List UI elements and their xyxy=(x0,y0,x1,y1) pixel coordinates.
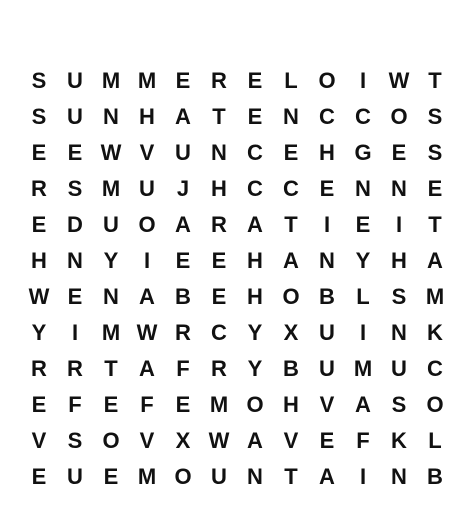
grid-cell[interactable]: U xyxy=(391,356,407,381)
grid-cell[interactable]: N xyxy=(355,176,371,201)
grid-cell[interactable]: T xyxy=(428,68,442,93)
grid-cell[interactable]: K xyxy=(391,428,407,453)
grid-cell[interactable]: I xyxy=(359,320,367,345)
grid-cell[interactable]: R xyxy=(67,356,83,381)
grid-cell[interactable]: I xyxy=(71,320,79,345)
grid-cell[interactable]: S xyxy=(391,284,407,309)
grid-cell[interactable]: B xyxy=(319,284,335,309)
grid-cell[interactable]: E xyxy=(175,248,191,273)
grid-cell[interactable]: A xyxy=(283,248,299,273)
grid-cell[interactable]: Y xyxy=(247,356,263,381)
grid-cell[interactable]: U xyxy=(319,320,335,345)
grid-cell[interactable]: W xyxy=(28,284,50,309)
grid-cell[interactable]: R xyxy=(31,176,47,201)
grid-cell[interactable]: E xyxy=(319,176,335,201)
grid-cell[interactable]: S xyxy=(31,68,47,93)
grid-cell[interactable]: E xyxy=(247,68,263,93)
grid-cell[interactable]: Y xyxy=(355,248,371,273)
grid-cell[interactable]: C xyxy=(283,176,299,201)
grid-cell[interactable]: E xyxy=(391,140,407,165)
grid-cell[interactable]: A xyxy=(139,284,155,309)
grid-cell[interactable]: C xyxy=(211,320,227,345)
grid-cell[interactable]: H xyxy=(247,284,263,309)
grid-cell[interactable]: H xyxy=(283,392,299,417)
grid-cell[interactable]: A xyxy=(139,356,155,381)
grid-cell[interactable]: E xyxy=(427,176,443,201)
grid-cell[interactable]: V xyxy=(139,140,155,165)
grid-cell[interactable]: Y xyxy=(247,320,263,345)
grid-cell[interactable]: X xyxy=(283,320,299,345)
grid-cell[interactable]: E xyxy=(211,248,227,273)
grid-cell[interactable]: F xyxy=(140,392,154,417)
grid-cell[interactable]: H xyxy=(391,248,407,273)
grid-cell[interactable]: S xyxy=(67,176,83,201)
grid-cell[interactable]: C xyxy=(247,140,263,165)
grid-cell[interactable]: N xyxy=(319,248,335,273)
grid-cell[interactable]: U xyxy=(319,356,335,381)
grid-cell[interactable]: O xyxy=(138,212,156,237)
grid-cell[interactable]: I xyxy=(395,212,403,237)
grid-cell[interactable]: A xyxy=(247,212,263,237)
grid-cell[interactable]: E xyxy=(31,212,47,237)
grid-cell[interactable]: R xyxy=(211,68,227,93)
grid-cell[interactable]: H xyxy=(31,248,47,273)
grid-cell[interactable]: A xyxy=(355,392,371,417)
grid-cell[interactable]: D xyxy=(67,212,83,237)
grid-cell[interactable]: H xyxy=(211,176,227,201)
grid-cell[interactable]: U xyxy=(67,68,83,93)
grid-cell[interactable]: O xyxy=(426,392,444,417)
grid-cell[interactable]: A xyxy=(427,248,443,273)
grid-cell[interactable]: M xyxy=(353,356,373,381)
grid-cell[interactable]: O xyxy=(282,284,300,309)
grid-cell[interactable]: F xyxy=(356,428,370,453)
grid-cell[interactable]: N xyxy=(391,320,407,345)
grid-cell[interactable]: L xyxy=(428,428,442,453)
word-search-grid xyxy=(21,63,453,495)
grid-cell[interactable]: C xyxy=(247,176,263,201)
grid-cell[interactable]: M xyxy=(101,320,121,345)
grid-cell[interactable]: E xyxy=(355,212,371,237)
grid-cell[interactable]: N xyxy=(391,464,407,489)
grid-cell[interactable]: O xyxy=(102,428,120,453)
grid-cell[interactable]: E xyxy=(283,140,299,165)
grid-cell[interactable]: F xyxy=(68,392,82,417)
grid-cell[interactable]: E xyxy=(31,392,47,417)
grid-cell[interactable]: G xyxy=(354,140,372,165)
grid-cell[interactable]: B xyxy=(175,284,191,309)
grid-cell[interactable]: N xyxy=(211,140,227,165)
grid-cell[interactable]: E xyxy=(67,284,83,309)
grid-cell[interactable]: V xyxy=(31,428,47,453)
grid-cell[interactable]: W xyxy=(136,320,158,345)
grid-cell[interactable]: S xyxy=(391,392,407,417)
grid-cell[interactable]: E xyxy=(175,392,191,417)
grid-cell[interactable]: W xyxy=(388,68,410,93)
grid-cell[interactable]: N xyxy=(283,104,299,129)
grid-cell[interactable]: E xyxy=(103,464,119,489)
grid-cell[interactable]: E xyxy=(31,140,47,165)
grid-cell[interactable]: W xyxy=(100,140,122,165)
grid-cell[interactable]: I xyxy=(143,248,151,273)
grid-cell[interactable]: U xyxy=(67,104,83,129)
grid-cell[interactable]: N xyxy=(247,464,263,489)
grid-cell[interactable]: M xyxy=(137,464,157,489)
grid-cell[interactable]: N xyxy=(391,176,407,201)
grid-cell[interactable]: F xyxy=(176,356,190,381)
grid-cell[interactable]: R xyxy=(211,356,227,381)
grid-cell[interactable]: O xyxy=(174,464,192,489)
grid-cell[interactable]: A xyxy=(175,212,191,237)
grid-cell[interactable]: N xyxy=(103,284,119,309)
grid-cell[interactable]: S xyxy=(427,140,443,165)
grid-cell[interactable]: U xyxy=(103,212,119,237)
grid-cell[interactable]: O xyxy=(246,392,264,417)
grid-cell[interactable]: S xyxy=(427,104,443,129)
grid-cell[interactable]: M xyxy=(425,284,445,309)
grid-cell[interactable]: V xyxy=(283,428,299,453)
grid-cell[interactable]: T xyxy=(212,104,226,129)
grid-cell[interactable]: E xyxy=(319,428,335,453)
grid-cell[interactable]: A xyxy=(247,428,263,453)
grid-cell[interactable]: Y xyxy=(103,248,119,273)
grid-cell[interactable]: T xyxy=(104,356,118,381)
grid-cell[interactable]: I xyxy=(359,464,367,489)
grid-cell[interactable]: M xyxy=(101,68,121,93)
grid-cell[interactable]: J xyxy=(176,176,190,201)
grid-cell[interactable]: T xyxy=(284,212,298,237)
grid-cell[interactable]: H xyxy=(247,248,263,273)
grid-cell[interactable]: O xyxy=(390,104,408,129)
grid-cell[interactable]: T xyxy=(428,212,442,237)
grid-cell[interactable]: X xyxy=(175,428,191,453)
grid-cell[interactable]: E xyxy=(211,284,227,309)
grid-cell[interactable]: W xyxy=(208,428,230,453)
grid-cell[interactable]: T xyxy=(284,464,298,489)
grid-cell[interactable]: E xyxy=(247,104,263,129)
grid-cell[interactable]: R xyxy=(175,320,191,345)
grid-cell[interactable]: Y xyxy=(31,320,47,345)
grid-cell[interactable]: S xyxy=(67,428,83,453)
grid-cell[interactable]: M xyxy=(209,392,229,417)
grid-cell[interactable]: N xyxy=(67,248,83,273)
grid-cell[interactable]: U xyxy=(211,464,227,489)
grid-cell[interactable]: K xyxy=(427,320,443,345)
grid-cell[interactable]: U xyxy=(139,176,155,201)
grid-cell[interactable]: R xyxy=(211,212,227,237)
grid-cell[interactable]: H xyxy=(319,140,335,165)
grid-cell[interactable]: M xyxy=(137,68,157,93)
grid-cell[interactable]: E xyxy=(67,140,83,165)
grid-cell[interactable]: V xyxy=(139,428,155,453)
grid-cell[interactable]: A xyxy=(319,464,335,489)
grid-cell[interactable]: V xyxy=(319,392,335,417)
grid-cell[interactable]: E xyxy=(31,464,47,489)
grid-cell[interactable]: L xyxy=(356,284,370,309)
grid-cell[interactable]: E xyxy=(175,68,191,93)
grid-cell[interactable]: E xyxy=(103,392,119,417)
grid-cell[interactable]: C xyxy=(355,104,371,129)
grid-cell[interactable]: C xyxy=(427,356,443,381)
grid-cell[interactable]: S xyxy=(31,104,47,129)
grid-cell[interactable]: I xyxy=(323,212,331,237)
grid-cell[interactable]: U xyxy=(67,464,83,489)
grid-cell[interactable]: U xyxy=(175,140,191,165)
grid-cell[interactable]: A xyxy=(175,104,191,129)
grid-cell[interactable]: M xyxy=(101,176,121,201)
grid-cell[interactable]: C xyxy=(319,104,335,129)
grid-cell[interactable]: B xyxy=(283,356,299,381)
grid-cell[interactable]: I xyxy=(359,68,367,93)
grid-cell[interactable]: R xyxy=(31,356,47,381)
grid-cell[interactable]: H xyxy=(139,104,155,129)
grid-cell[interactable]: N xyxy=(103,104,119,129)
grid-cell[interactable]: O xyxy=(318,68,336,93)
grid-cell[interactable]: L xyxy=(284,68,298,93)
grid-cell[interactable]: B xyxy=(427,464,443,489)
